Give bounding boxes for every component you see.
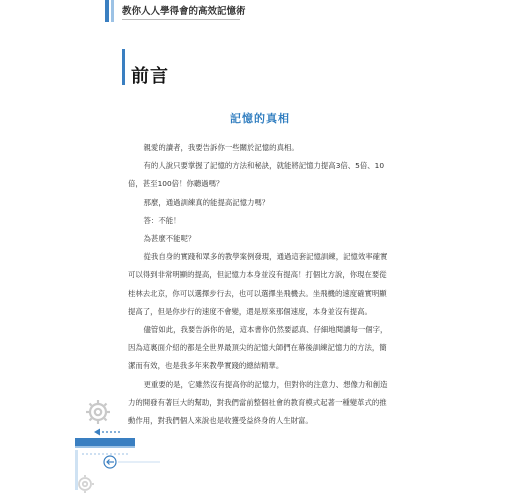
arrow-left-icon xyxy=(94,429,122,436)
body-text xyxy=(128,139,394,430)
paragraph: 為甚麼不能呢？ xyxy=(143,234,196,244)
paragraph: 從我自身的實踐和眾多的教學案例發現，通過這套記憶訓練，記憶效率確實可以得到非常明顯的提高，但記憶力本身並沒有提高！打個比方說，你現在要從桂林去北京，你可以選擇步行去，也可以選擇坐飛機去。坐飛機的速度確實明顯提高了，但是你步行的速度不會變，還是原來那個速度，本身並沒有提高。 xyxy=(128,252,388,316)
chapter-accent-bar xyxy=(122,49,125,85)
small-gear-icon xyxy=(76,475,94,493)
gear-icon xyxy=(86,400,110,424)
paragraph: 親愛的讀者，我要告訴你一些關於記憶的真相。 xyxy=(143,143,299,152)
paragraph: 更重要的是，它雖然沒有提高你的記憶力，但對你的注意力、想像力和創造力的開發有著巨大的幫助，對我們當前整個社會的教育模式起著一種變革式的推動作用，對我們個人來說也是收獲受益終身的人生財富。 xyxy=(128,379,388,426)
paragraph: 那麼，通過訓練真的能提高記憶力嗎？ xyxy=(143,197,270,207)
paragraph: 儘管如此，我要告訴你的是，這本書你仍然要認真、仔細地閱讀每一個字，因為這裏面介紹的都是全世界最頂尖的記憶大師們在幕後訓練記憶力的方法，簡潔而有效，也是我多年來教學實踐的總結精華。 xyxy=(128,325,388,371)
circle-arrow-icon xyxy=(104,456,116,468)
header-accent-bar-light xyxy=(111,0,114,22)
header-rule xyxy=(122,19,240,20)
header-accent-bar xyxy=(105,0,109,22)
page-decoration xyxy=(70,392,210,500)
paragraph: 有的人說只要掌握了記憶的方法和秘訣，就能將記憶力提高3倍、5倍、10倍，甚至100倍！你聽過嗎？ xyxy=(128,161,385,189)
book-title: 教你人人學得會的高效記憶術 xyxy=(122,6,246,17)
section-title: 記憶的真相 xyxy=(230,112,290,125)
paragraph: 答：不能！ xyxy=(143,215,181,225)
page-number: 2 xyxy=(136,440,140,447)
chapter-title: 前言 xyxy=(131,66,169,87)
